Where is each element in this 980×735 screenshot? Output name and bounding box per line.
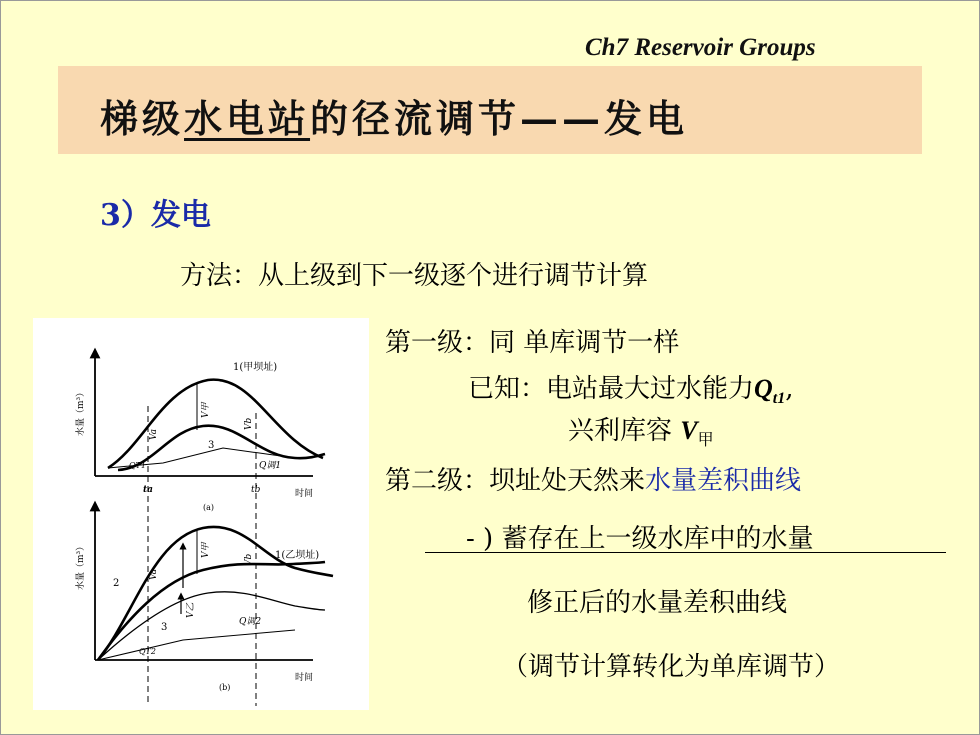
mass-curve-diagram (33, 318, 369, 710)
top-curve-1 (108, 380, 323, 468)
title-part2-underlined: 水电站 (184, 96, 311, 141)
v-subscript: 甲 (697, 430, 714, 450)
level2-label: 第二级：坝址处天然来水量差积曲线 (385, 466, 802, 496)
bottom-x-label: 时间 (295, 673, 314, 683)
chapter-header: Ch7 Reservoir Groups (585, 34, 816, 61)
figure-panel (33, 318, 369, 710)
bottom-caption: (b) (219, 683, 231, 692)
top-y-label: 水量（m³） (76, 387, 86, 436)
title-part3: 的径流调节——发电 (310, 96, 689, 141)
q-subscript: t1 (772, 390, 786, 408)
bottom-curve-3 (98, 592, 325, 660)
bottom-curve-1 (98, 527, 333, 660)
subtraction-line (425, 552, 946, 553)
bottom-qt2-label: QT2 (139, 647, 156, 656)
level1-known: 已知：电站最大过水能力$Q_{t1}$, (468, 374, 794, 408)
level1-storage: 兴利库容 $V_甲$ (568, 416, 714, 450)
bottom-vjia-label: V甲 (201, 542, 211, 558)
slide-title (100, 88, 688, 143)
level1-label: 第一级：同 单库调节一样 (385, 328, 680, 358)
bottom-vyi-label: V乙 (186, 602, 196, 618)
level2-note: （调节计算转化为单库调节） (502, 652, 841, 682)
top-va-label: Va (149, 428, 159, 440)
v-symbol: V (680, 416, 698, 445)
top-x-label: 时间 (295, 489, 314, 499)
top-qt1-label: QT1 (129, 461, 146, 470)
top-caption: (a) (203, 503, 215, 512)
top-tb-label: tb (251, 485, 261, 495)
bottom-curve3-label: 3 (161, 622, 168, 633)
bottom-vb-label: Vb (244, 553, 254, 566)
section-heading: 3）发电 (100, 198, 211, 233)
title-part1: 梯级 (100, 96, 185, 141)
top-vb-label: Vb (244, 417, 254, 430)
bottom-curve-2 (98, 562, 325, 660)
top-curve3-label: 3 (208, 440, 215, 451)
level2-subtract: - ) 蓄存在上一级水库中的水量 (466, 524, 814, 554)
top-vjia-label: V甲 (201, 402, 211, 418)
top-ta-label: ta (143, 485, 153, 495)
method-text: 方法：从上级到下一级逐个进行调节计算 (180, 261, 649, 291)
top-curve1-label: 1(甲坝址) (233, 362, 278, 373)
level2-highlight: 水量差积曲线 (645, 466, 802, 496)
bottom-y-label: 水量（m³） (76, 541, 86, 590)
bottom-va-label: Va (149, 568, 159, 580)
top-qadj1-label: Q调1 (259, 461, 282, 471)
bottom-qadj2-label: Q调2 (239, 617, 262, 627)
bottom-curve2-label: 2 (113, 578, 120, 589)
level2-result: 修正后的水量差积曲线 (527, 588, 788, 618)
q-symbol: Q (754, 374, 773, 403)
bottom-curve1-label: 1(乙坝址) (275, 550, 320, 561)
